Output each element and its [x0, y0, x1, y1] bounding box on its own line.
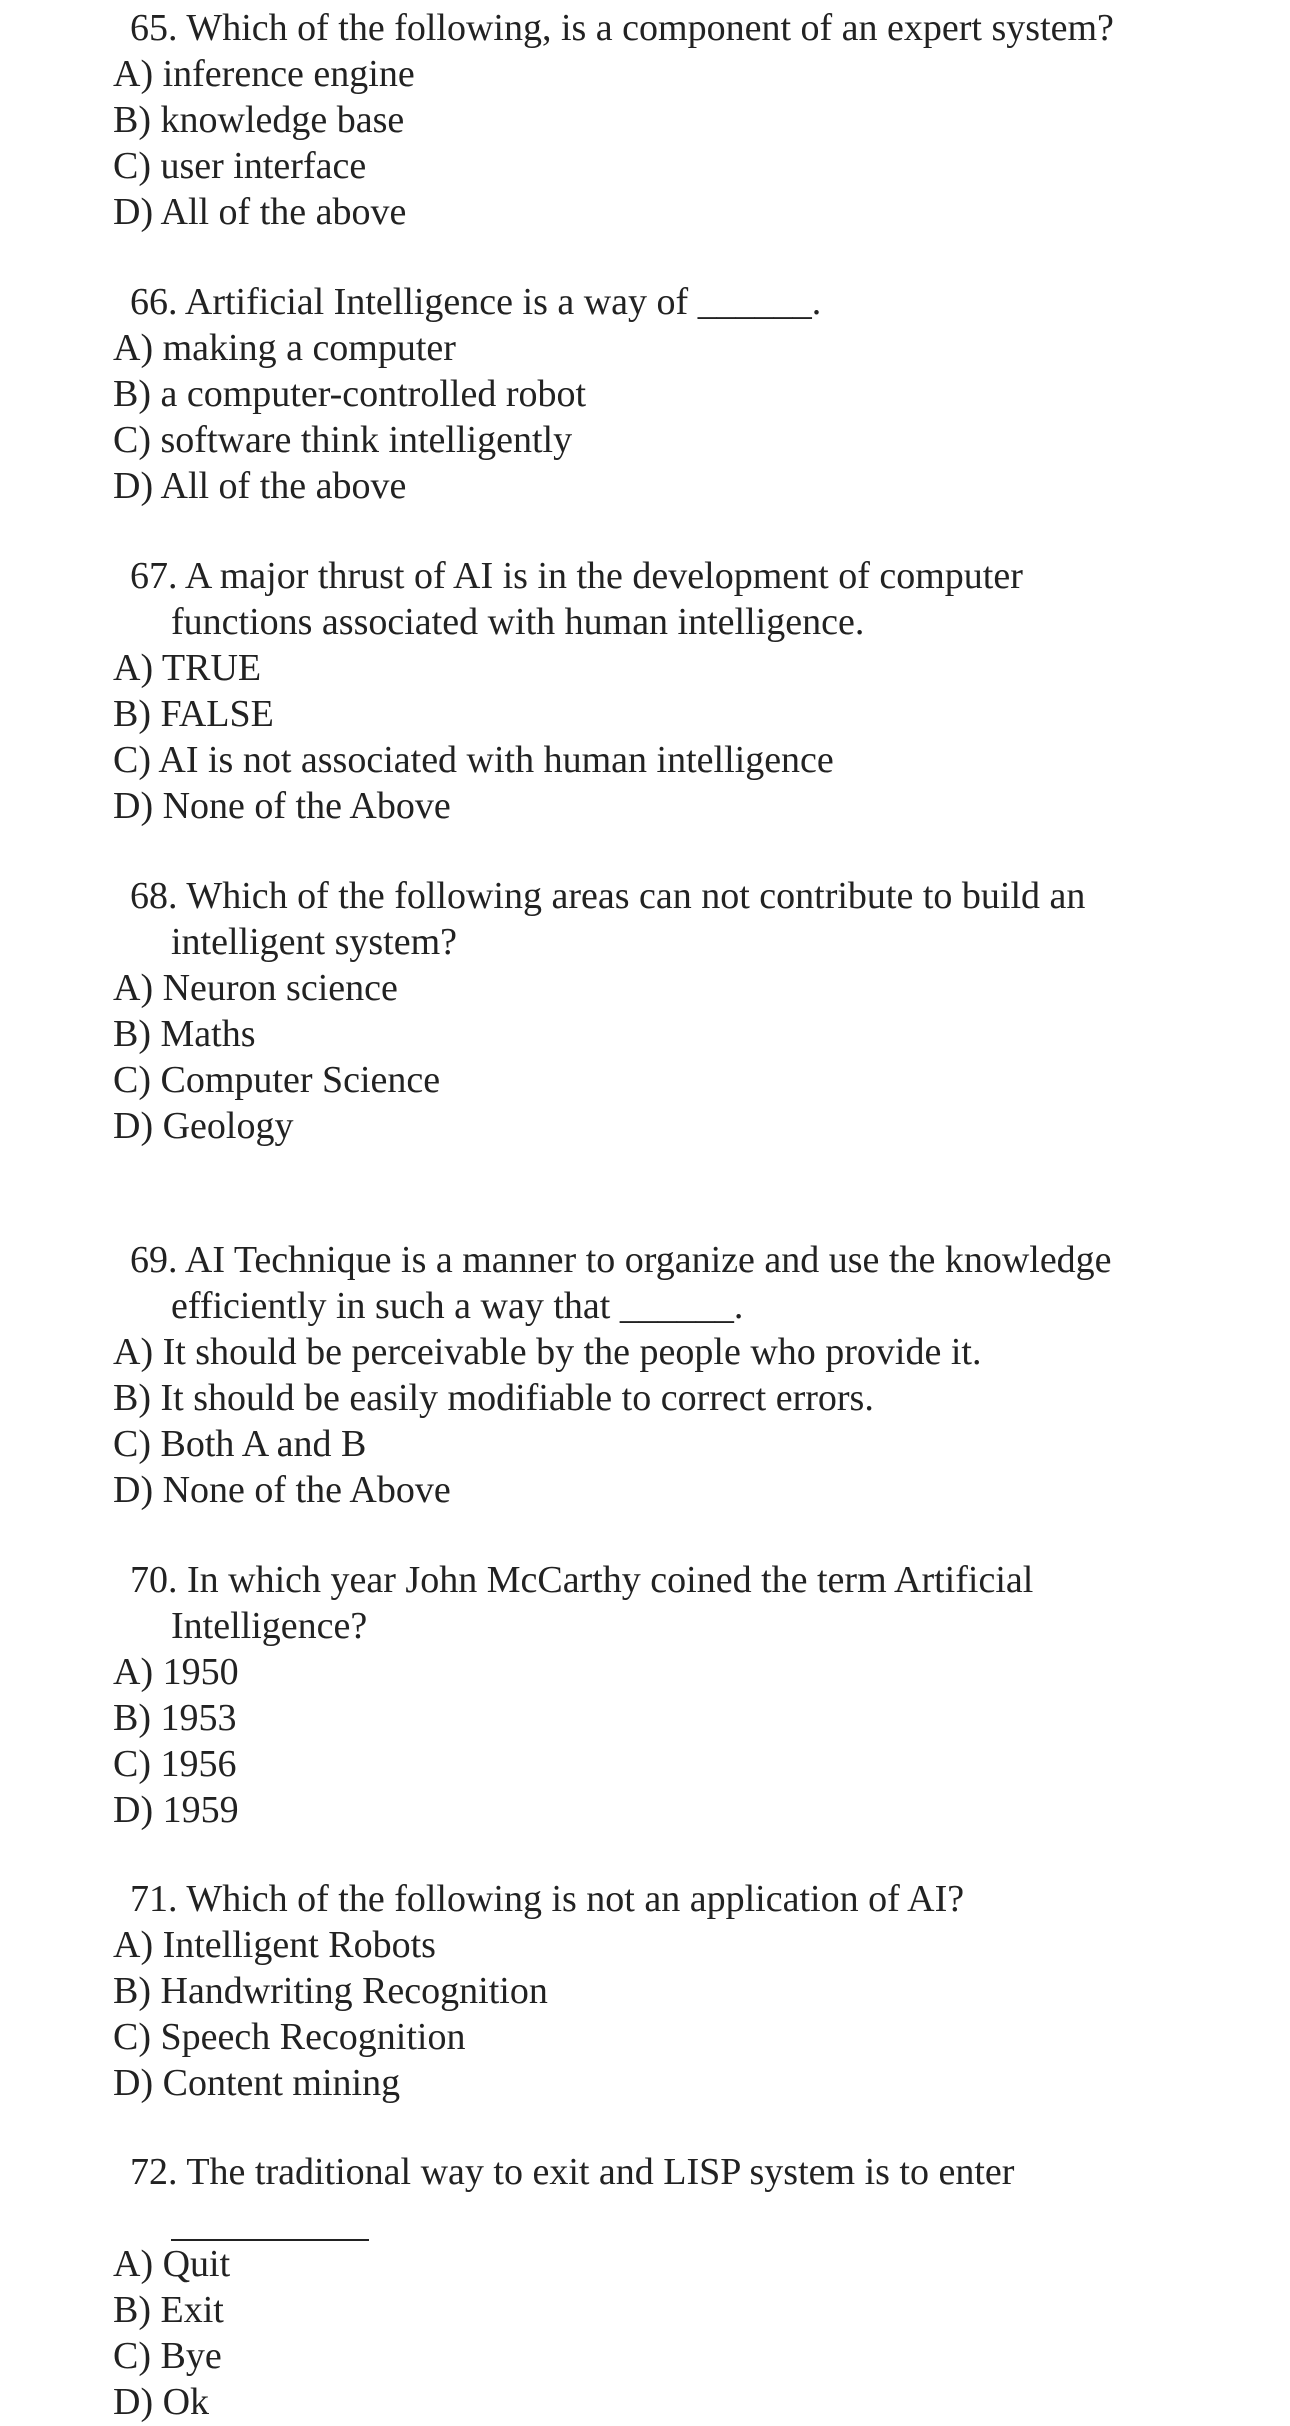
option-list [0, 1649, 1290, 1833]
question-65 [0, 5, 1290, 235]
question-line: Artificial Intelligence is a way of ______. [184, 281, 822, 323]
option-list [0, 965, 1290, 1149]
option-c: C) Both A and B [113, 1423, 367, 1465]
question-text [0, 5, 1290, 51]
question-line-continued: Intelligence? [171, 1605, 368, 1647]
question-69 [0, 1237, 1290, 1513]
option-b: B) Handwriting Recognition [113, 1970, 548, 2012]
option-a: A) Neuron science [113, 967, 398, 1009]
question-number: 66. [130, 281, 178, 323]
option-d: D) None of the Above [113, 1469, 451, 1511]
option-a: A) Quit [113, 2243, 231, 2285]
question-number: 72. [130, 2151, 178, 2193]
option-c: C) user interface [113, 145, 367, 187]
option-c: C) Speech Recognition [113, 2016, 466, 2058]
option-d: D) All of the above [113, 465, 407, 507]
question-70 [0, 1557, 1290, 1833]
option-c: C) 1956 [113, 1743, 237, 1785]
option-b: B) Exit [113, 2289, 224, 2331]
question-number: 71. [130, 1878, 178, 1920]
question-line: Which of the following, is a component of an expert system? [186, 7, 1114, 49]
question-text [0, 1876, 1290, 1922]
option-c: C) Bye [113, 2335, 222, 2377]
question-line: AI Technique is a manner to organize and use the knowledge [184, 1239, 1112, 1281]
question-line: Which of the following is not an application of AI? [186, 1878, 965, 1920]
option-d: D) Content mining [113, 2062, 401, 2104]
option-b: B) Maths [113, 1013, 256, 1055]
question-line-continued: efficiently in such a way that ______. [171, 1285, 744, 1327]
option-a: A) 1950 [113, 1651, 239, 1693]
question-66 [0, 279, 1290, 509]
option-list [0, 51, 1290, 235]
option-a: A) TRUE [113, 647, 262, 689]
option-c: C) AI is not associated with human intelligence [113, 739, 834, 781]
option-d: D) 1959 [113, 1789, 239, 1831]
option-d: D) None of the Above [113, 785, 451, 827]
option-a: A) inference engine [113, 53, 415, 95]
option-b: B) knowledge base [113, 99, 405, 141]
question-text [0, 2149, 1290, 2195]
option-list [0, 645, 1290, 829]
question-number: 70. [130, 1559, 178, 1601]
question-text [0, 873, 1290, 965]
question-line: The traditional way to exit and LISP system is to enter [186, 2151, 1015, 2193]
option-b: B) FALSE [113, 693, 274, 735]
answer-blank [171, 2195, 369, 2241]
option-c: C) software think intelligently [113, 419, 573, 461]
question-67 [0, 553, 1290, 829]
question-68 [0, 873, 1290, 1149]
option-c: C) Computer Science [113, 1059, 441, 1101]
question-number: 69. [130, 1239, 178, 1281]
question-number: 67. [130, 555, 178, 597]
option-b: B) 1953 [113, 1697, 237, 1739]
question-line: In which year John McCarthy coined the term Artificial [187, 1559, 1034, 1601]
question-text [0, 1557, 1290, 1649]
option-list [0, 325, 1290, 509]
option-a: A) making a computer [113, 327, 456, 369]
question-71 [0, 1876, 1290, 2106]
question-line-continued: functions associated with human intelligence. [171, 601, 865, 643]
option-b: B) a computer-controlled robot [113, 373, 587, 415]
question-line-continued: intelligent system? [171, 921, 458, 963]
question-line: Which of the following areas can not contribute to build an [186, 875, 1086, 917]
question-72 [0, 2149, 1290, 2425]
question-text [0, 279, 1290, 325]
option-a: A) Intelligent Robots [113, 1924, 436, 1966]
option-a: A) It should be perceivable by the people who provide it. [113, 1331, 982, 1373]
option-list [0, 2241, 1290, 2425]
question-text [0, 1237, 1290, 1329]
question-text [0, 553, 1290, 645]
question-line: A major thrust of AI is in the development of computer [184, 555, 1023, 597]
option-d: D) Geology [113, 1105, 294, 1147]
question-number: 65. [130, 7, 178, 49]
option-d: D) Ok [113, 2381, 210, 2423]
option-b: B) It should be easily modifiable to correct errors. [113, 1377, 874, 1419]
option-list [0, 1329, 1290, 1513]
option-list [0, 1922, 1290, 2106]
question-number: 68. [130, 875, 178, 917]
option-d: D) All of the above [113, 191, 407, 233]
